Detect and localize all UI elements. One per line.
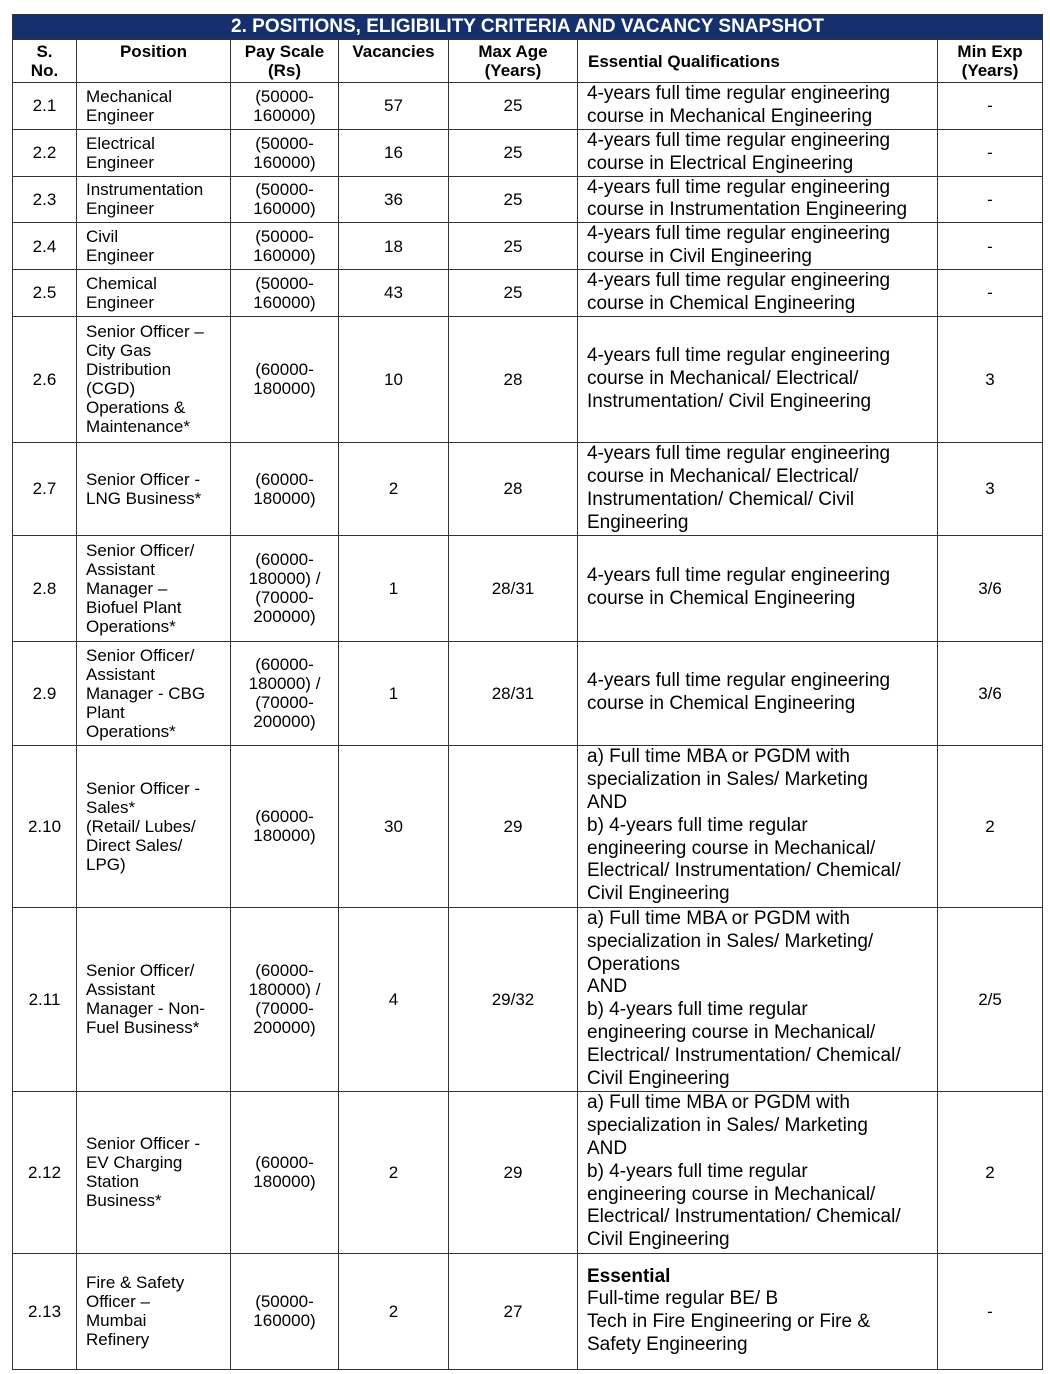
cell-max-age: 25 [449,83,578,130]
cell-max-age: 29 [449,745,578,907]
cell-qualifications: 4-years full time regular engineering course in Chemical Engineering [578,641,938,745]
cell-max-age: 28 [449,316,578,442]
cell-sno: 2.10 [13,745,77,907]
cell-vacancies: 2 [339,442,449,535]
cell-position: Senior Officer/ Assistant Manager – Biofuel Plant Operations* [77,535,231,641]
cell-sno: 2.2 [13,130,77,177]
table-row [13,130,1043,177]
table-row [13,1253,1043,1369]
cell-min-exp: - [938,223,1043,270]
cell-sno: 2.11 [13,907,77,1091]
cell-sno: 2.8 [13,535,77,641]
cell-vacancies: 2 [339,1091,449,1253]
section-title: 2. POSITIONS, ELIGIBILITY CRITERIA AND VACANCY SNAPSHOT [13,15,1043,40]
cell-sno: 2.5 [13,270,77,317]
cell-pay-scale: (50000- 160000) [231,83,339,130]
table-row [13,535,1043,641]
cell-max-age: 27 [449,1253,578,1369]
cell-max-age: 25 [449,130,578,177]
cell-pay-scale: (50000- 160000) [231,176,339,223]
cell-sno: 2.4 [13,223,77,270]
cell-sno: 2.6 [13,316,77,442]
qualifications-heading: Essential [587,1265,671,1287]
table-row [13,176,1043,223]
cell-qualifications: 4-years full time regular engineering course in Electrical Engineering [578,130,938,177]
cell-vacancies: 57 [339,83,449,130]
table-row [13,83,1043,130]
cell-position: Senior Officer/ Assistant Manager - CBG Plant Operations* [77,641,231,745]
qualifications-text: Full-time regular BE/ B Tech in Fire Engineering or Fire & Safety Engineering [587,1288,871,1356]
cell-vacancies: 4 [339,907,449,1091]
cell-vacancies: 2 [339,1253,449,1369]
cell-pay-scale: (60000- 180000) [231,745,339,907]
cell-position: Chemical Engineer [77,270,231,317]
cell-min-exp: 3/6 [938,641,1043,745]
cell-max-age: 29/32 [449,907,578,1091]
cell-pay-scale: (60000- 180000) / (70000- 200000) [231,641,339,745]
cell-vacancies: 1 [339,641,449,745]
cell-pay-scale: (50000- 160000) [231,270,339,317]
cell-sno: 2.13 [13,1253,77,1369]
table-row [13,270,1043,317]
cell-max-age: 25 [449,176,578,223]
header-vacancies: Vacancies [339,40,449,83]
cell-qualifications: 4-years full time regular engineering course in Chemical Engineering [578,535,938,641]
cell-pay-scale: (60000- 180000) [231,442,339,535]
cell-qualifications: a) Full time MBA or PGDM with specialization in Sales/ Marketing/ Operations AND b) 4-years full time regular engineering course in Mechanical/ Electrical/ Instrumentation/ Chemical/ Civil Engineering [578,907,938,1091]
cell-qualifications: 4-years full time regular engineering course in Chemical Engineering [578,270,938,317]
cell-min-exp: 3/6 [938,535,1043,641]
cell-position: Instrumentation Engineer [77,176,231,223]
cell-qualifications: a) Full time MBA or PGDM with specialization in Sales/ Marketing AND b) 4-years full time regular engineering course in Mechanical/ Electrical/ Instrumentation/ Chemical/ Civil Engineering [578,745,938,907]
cell-position: Senior Officer - LNG Business* [77,442,231,535]
cell-min-exp: 2 [938,745,1043,907]
table-row [13,907,1043,1091]
cell-qualifications: 4-years full time regular engineering course in Mechanical Engineering [578,83,938,130]
cell-min-exp: - [938,1253,1043,1369]
cell-max-age: 28 [449,442,578,535]
cell-vacancies: 10 [339,316,449,442]
cell-pay-scale: (60000- 180000) / (70000- 200000) [231,535,339,641]
cell-pay-scale: (60000- 180000) [231,316,339,442]
cell-position: Civil Engineer [77,223,231,270]
cell-position: Senior Officer - EV Charging Station Business* [77,1091,231,1253]
cell-max-age: 28/31 [449,535,578,641]
cell-pay-scale: (60000- 180000) [231,1091,339,1253]
cell-position: Senior Officer/ Assistant Manager - Non- Fuel Business* [77,907,231,1091]
cell-qualifications: 4-years full time regular engineering course in Mechanical/ Electrical/ Instrumentation/ Civil Engineering [578,316,938,442]
header-row [13,40,1043,83]
cell-vacancies: 1 [339,535,449,641]
cell-vacancies: 18 [339,223,449,270]
cell-min-exp: 2 [938,1091,1043,1253]
cell-min-exp: - [938,270,1043,317]
cell-pay-scale: (50000- 160000) [231,130,339,177]
cell-max-age: 25 [449,270,578,317]
header-sno: S. No. [13,40,77,83]
table-row [13,316,1043,442]
cell-pay-scale: (50000- 160000) [231,223,339,270]
header-position: Position [77,40,231,83]
cell-sno: 2.7 [13,442,77,535]
cell-position: Senior Officer – City Gas Distribution (CGD) Operations & Maintenance* [77,316,231,442]
cell-sno: 2.1 [13,83,77,130]
cell-min-exp: 3 [938,316,1043,442]
positions-table [12,14,1043,1370]
cell-qualifications: 4-years full time regular engineering course in Instrumentation Engineering [578,176,938,223]
cell-qualifications: a) Full time MBA or PGDM with specialization in Sales/ Marketing AND b) 4-years full time regular engineering course in Mechanical/ Electrical/ Instrumentation/ Chemical/ Civil Engineering [578,1091,938,1253]
table-row [13,1091,1043,1253]
cell-qualifications: 4-years full time regular engineering course in Civil Engineering [578,223,938,270]
cell-min-exp: 3 [938,442,1043,535]
cell-vacancies: 16 [339,130,449,177]
cell-max-age: 28/31 [449,641,578,745]
cell-max-age: 29 [449,1091,578,1253]
cell-sno: 2.9 [13,641,77,745]
cell-sno: 2.3 [13,176,77,223]
cell-pay-scale: (60000- 180000) / (70000- 200000) [231,907,339,1091]
cell-max-age: 25 [449,223,578,270]
header-min-exp: Min Exp (Years) [938,40,1043,83]
cell-position: Fire & Safety Officer – Mumbai Refinery [77,1253,231,1369]
cell-vacancies: 36 [339,176,449,223]
table-row [13,223,1043,270]
cell-qualifications: 4-years full time regular engineering course in Mechanical/ Electrical/ Instrumentation/ Chemical/ Civil Engineering [578,442,938,535]
header-pay-scale: Pay Scale (Rs) [231,40,339,83]
cell-vacancies: 30 [339,745,449,907]
cell-vacancies: 43 [339,270,449,317]
table-row [13,745,1043,907]
cell-min-exp: - [938,130,1043,177]
header-max-age: Max Age (Years) [449,40,578,83]
table-row [13,442,1043,535]
header-qualifications: Essential Qualifications [578,40,938,83]
cell-min-exp: 2/5 [938,907,1043,1091]
cell-position: Electrical Engineer [77,130,231,177]
table-row [13,641,1043,745]
cell-qualifications [578,1253,938,1369]
cell-min-exp: - [938,176,1043,223]
cell-pay-scale: (50000- 160000) [231,1253,339,1369]
cell-min-exp: - [938,83,1043,130]
cell-sno: 2.12 [13,1091,77,1253]
cell-position: Mechanical Engineer [77,83,231,130]
cell-position: Senior Officer - Sales* (Retail/ Lubes/ Direct Sales/ LPG) [77,745,231,907]
